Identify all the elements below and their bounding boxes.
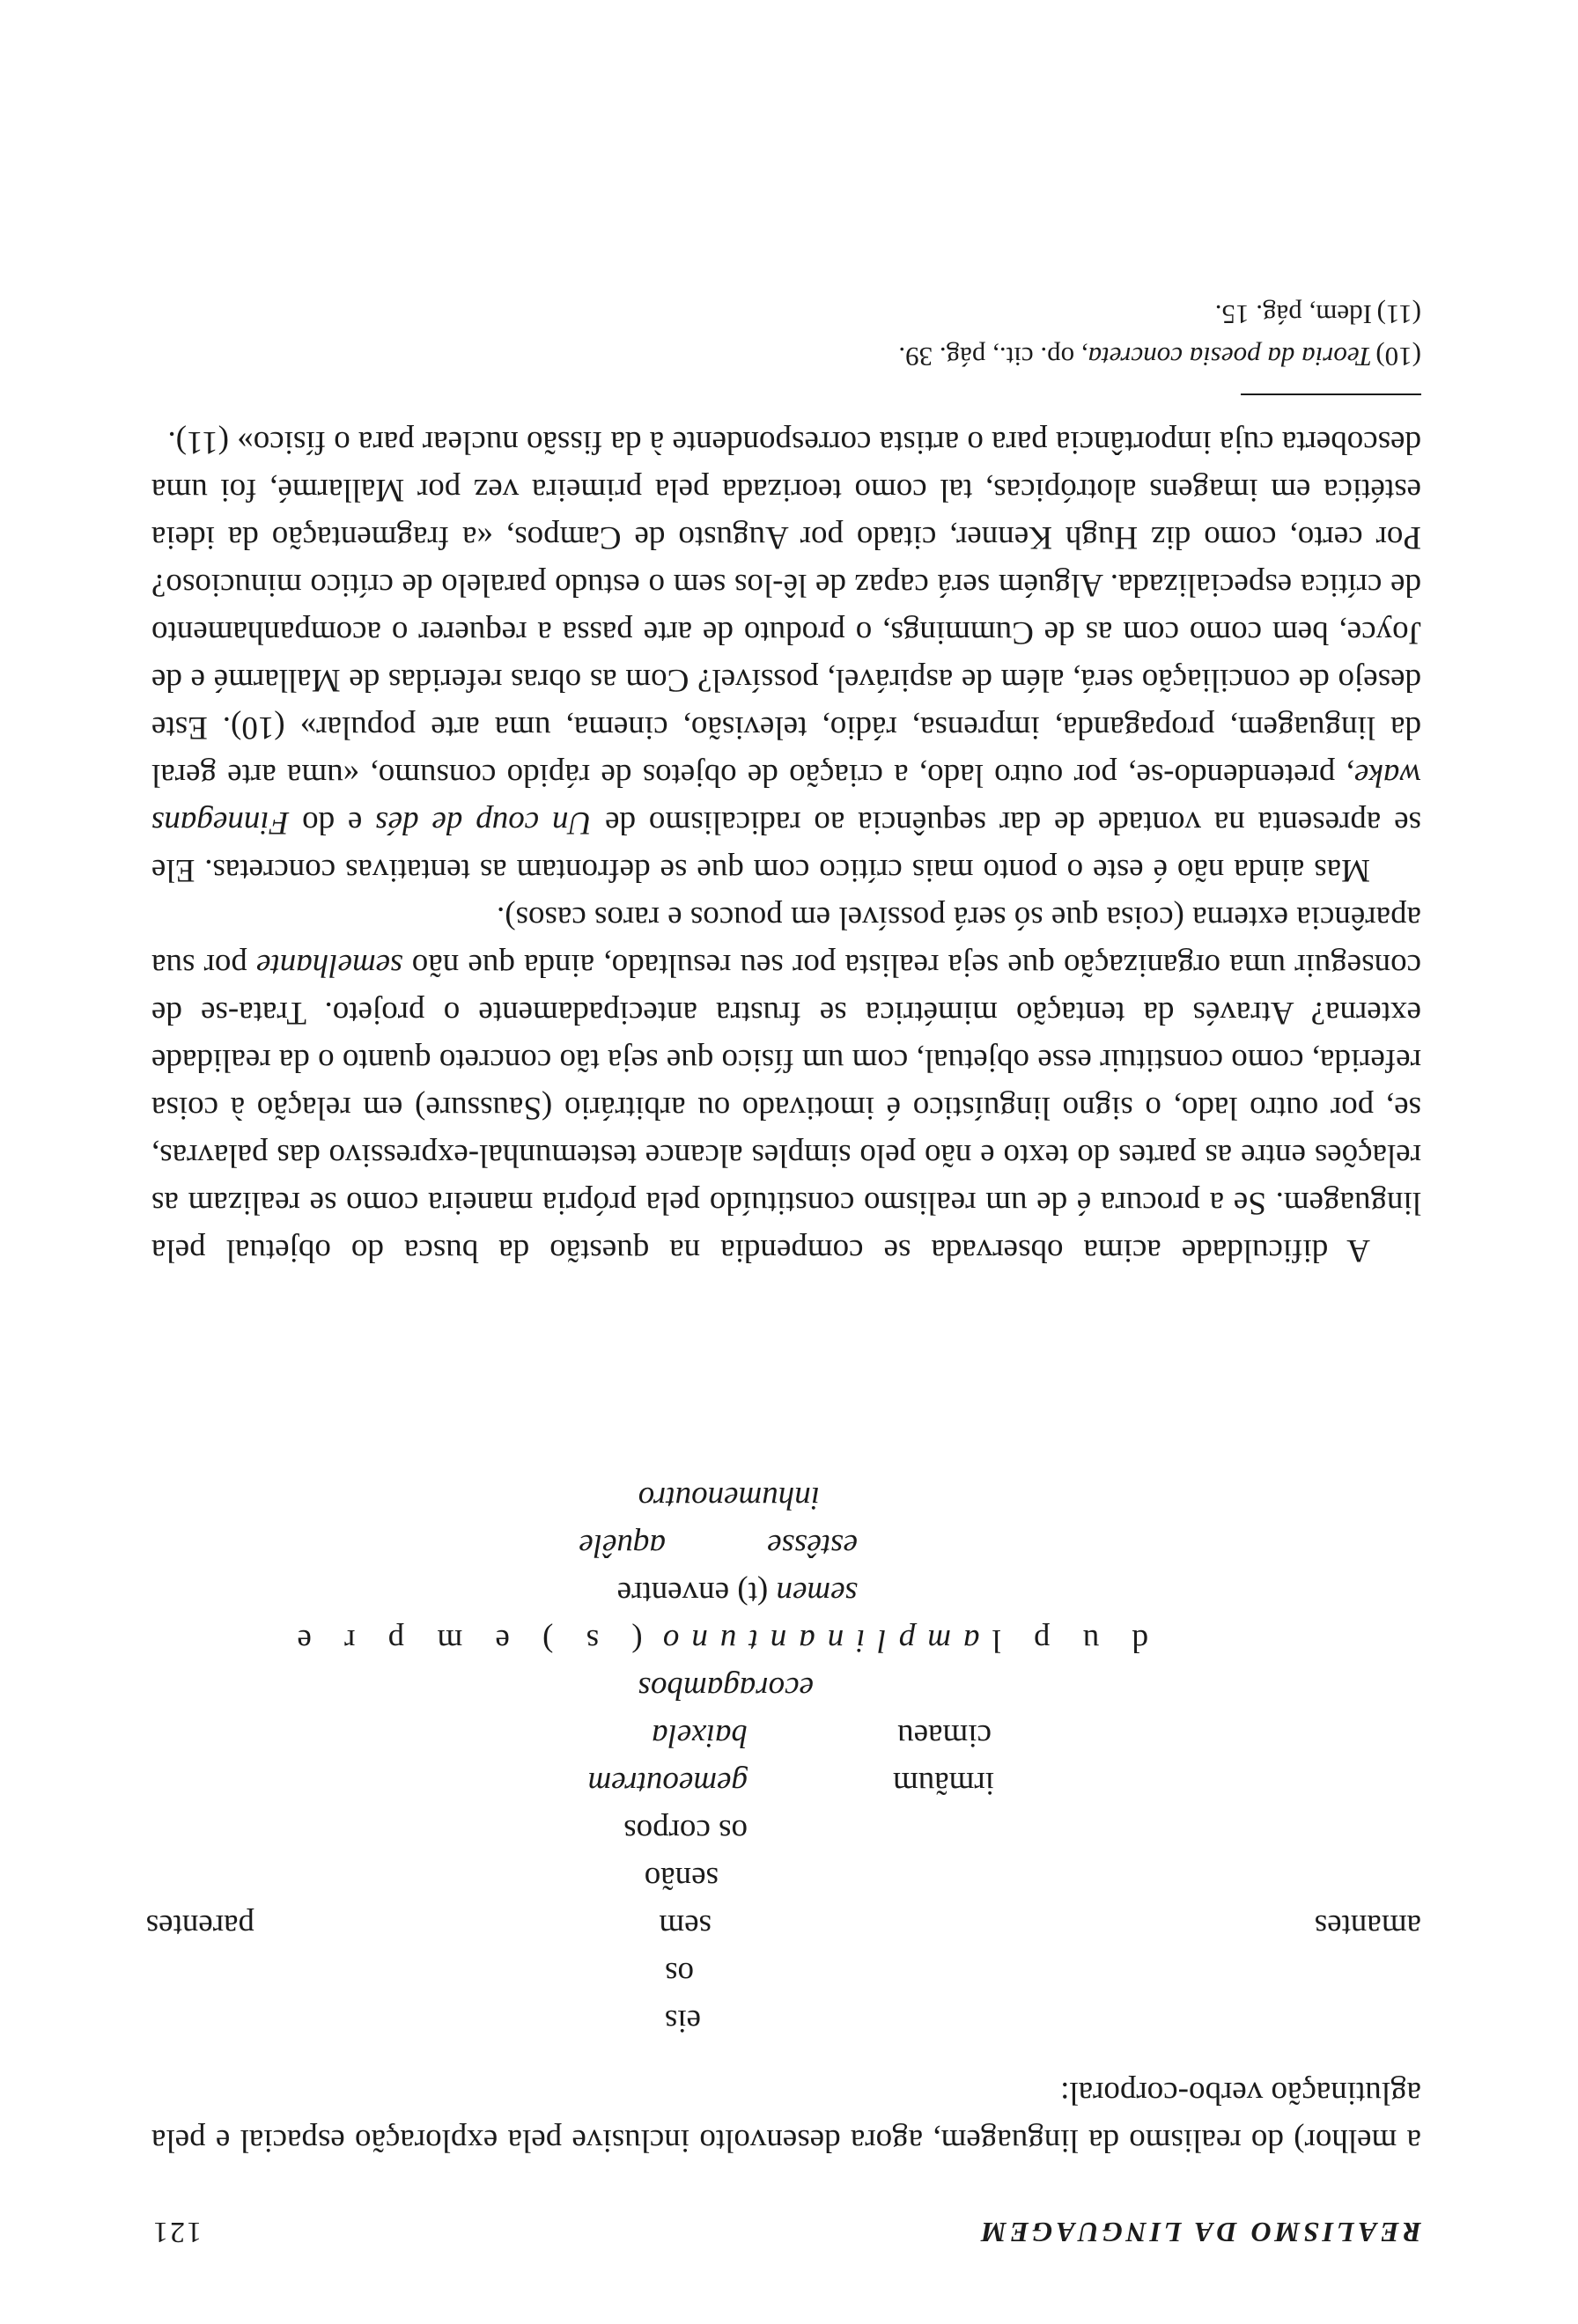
poem-word-aquele: aquêle [579,1527,666,1563]
paragraph-2-text-c: , pretendendo-se, por outro lado, a criação de objetos de rápido consumo, «uma arte geral da linguagem, propaganda, imprensa, rádio, televisão, cinema, uma arte popular» (10). Este desejo de conciliação será, além de aspirável, possível? Com as obras referidas de Mallarmé e de Joyce, bem como com as de Cummings, o produto de arte passa a requerer o acompanhamento de crítica especializada. Alguém será capaz de lê-los sem o estudo paralelo de crítico minucioso? Por certo, como diz Hugh Kenner, citado por Augusto de Campos, «a fragmentação da ideia estética em imagens alotrópicas, tal como teorizada pela primeira vez por Mallarmé, foi uma descoberta cuja importância para o artista correspondente à da fissão nuclear para o físico» (11). [151,424,1421,793]
footnote-title: Teoria da poesia concreta [1088,342,1372,372]
poem-word-inhumenoutro: inhumenoutro [638,1480,820,1516]
poem-word-amantes: amantes [1314,1908,1421,1944]
poem-word-baixela: baixela [652,1717,748,1754]
footnote-10 [151,335,1421,378]
paragraph-2-text-b: e do [289,805,376,841]
poem-word-estesse: estêsse [767,1527,858,1563]
poem-word-gemeoutrem: gemeoutrem [587,1765,748,1801]
page-number: 121 [151,2216,202,2248]
poem-semen-part-b: (t) [737,1575,769,1611]
paragraph-2-italic-2: Finnegans wake [151,757,1421,841]
poem-word-eis: eis [664,2003,701,2039]
paragraph-1 [151,894,1421,1274]
concrete-poem [145,1274,1421,2044]
poem-word-parentes: parentes [145,1908,254,1944]
intro-paragraph: a melhor) do realismo da linguagem, agora desenvolto inclusive pela exploração espacial e pela aglutinação verbo-corporal: [151,2075,1421,2159]
running-head [151,2195,1421,2248]
footnote-number: (10) [1375,342,1421,372]
footnote-text: Idem, pág. 15. [1214,299,1372,330]
running-title: REALISMO DA LINGUAGEM [977,2217,1421,2248]
paragraph-2 [151,418,1421,894]
poem-dupla-part-c: ( s ) e m p r e [284,1622,643,1658]
poem-word-os: os [665,1955,694,1991]
paragraph-1-text-b: por sua aparência externa (coisa que só será possível em poucos e raros casos). [151,900,1421,983]
paragraph-2-italic-1: Un coup de dés [375,805,593,841]
footnote-rule [1241,393,1421,395]
poem-word-os-corpos: os corpos [623,1813,748,1849]
poem-word-cimaeu: cimaeu [897,1717,992,1754]
poem-word-sem: sem [659,1908,712,1944]
page-content [145,293,1421,2257]
poem-semen-part-c: enventre [616,1575,730,1611]
poem-line-dupla [284,1616,1148,1664]
poem-word-ecoragambos: ecoragambos [638,1670,814,1706]
poem-semen-part-a: semen [776,1575,858,1611]
paragraph-1-text-a: A dificuldade acima observada se compendia na questão da busca do objetual pela linguagem. Se a procura é de um realismo constituído pela própria maneira como se realizam as relações entre as partes do texto e não pelo simples alcance testemunhal-expressivo das palavras, se, por outro lado, o signo linguístico é imotivado ou arbitrário (Saussure) em relação à coisa referida, como constituir esse objetual, com um físico que seja tão concreto quanto o da realidade externa? Através da tentação mimétrica se frustra antecipadamente o projeto. Trata-se de conseguir uma organização que seja realista por seu resultado, ainda que não [151,947,1421,1269]
poem-word-irmaum: irmãum [892,1765,994,1801]
poem-line-semen [617,1569,858,1616]
footnote-text: , op. cit., pág. 39. [898,342,1088,372]
poem-word-senao: senão [644,1860,719,1896]
paragraph-2-text-a: Mas ainda não é este o ponto mais crítico com que se defrontam as tentativas concretas. Ele se apresenta na vontade de dar sequência ao radicalismo de [151,805,1421,888]
footnote-number: (11) [1376,299,1421,330]
paragraph-1-italic: semelhante [256,947,403,983]
footnote-11 [151,293,1421,335]
poem-dupla-part-a: d u p l [979,1622,1148,1658]
poem-dupla-part-b: amplinantuno [650,1622,980,1658]
